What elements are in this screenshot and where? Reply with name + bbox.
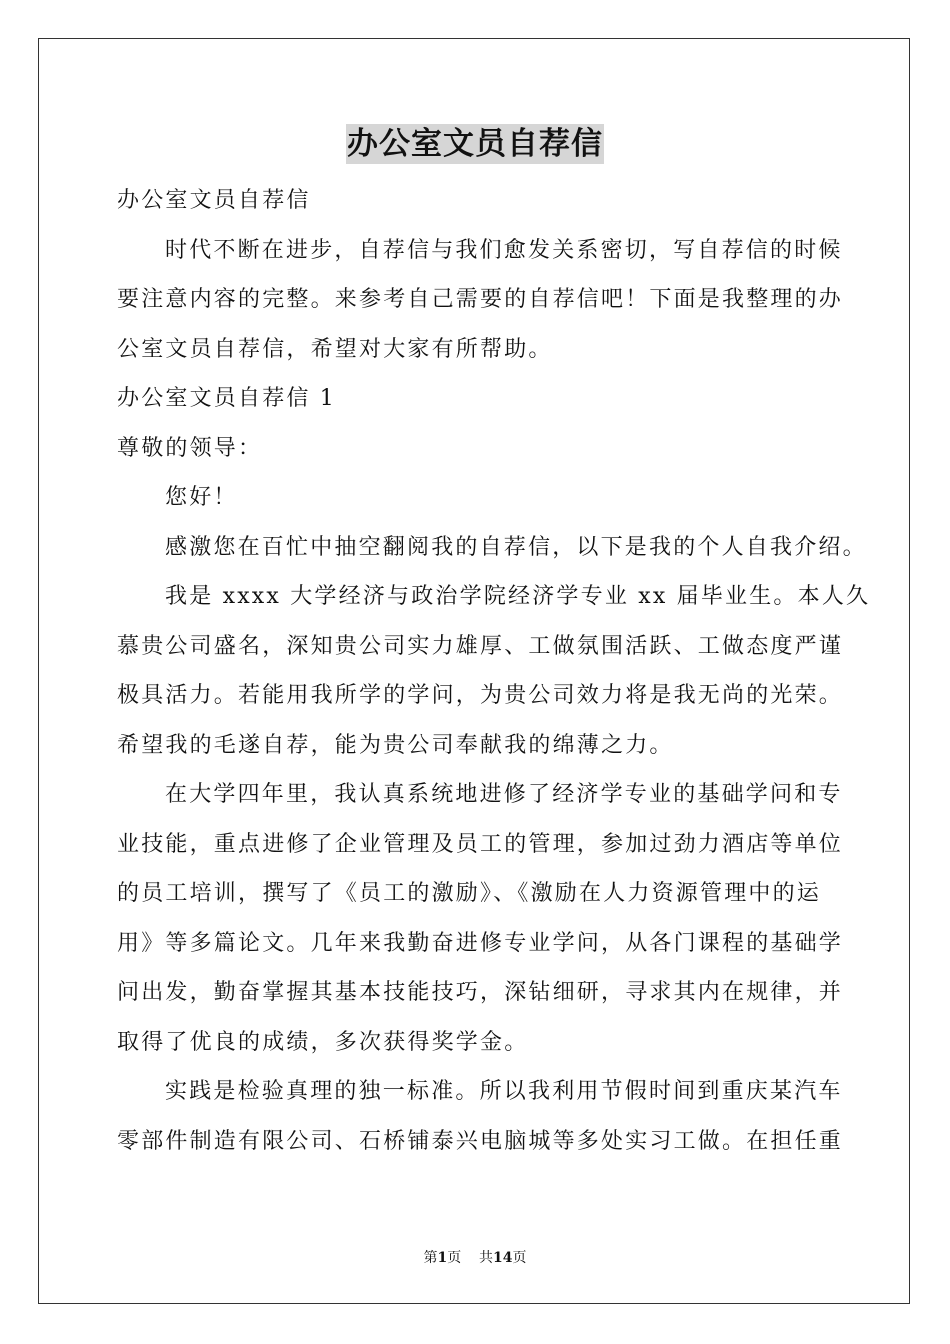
- text-line: 极具活力。若能用我所学的学问，为贵公司效力将是我无尚的光荣。: [117, 683, 844, 708]
- text-line: 感激您在百忙中抽空翻阅我的自荐信，以下是我的个人自我介绍。: [165, 534, 867, 560]
- text-line: 用》等多篇论文。几年来我勤奋进修专业学问，从各门课程的基础学: [117, 930, 844, 956]
- text-line: 公室文员自荐信，希望对大家有所帮助。: [117, 336, 553, 362]
- text-line: 的员工培训，撰写了《员工的激励》、《激励在人力资源管理中的运: [117, 881, 822, 906]
- text-line: 实践是检验真理的独一标准。所以我利用节假时间到重庆某汽车: [165, 1079, 843, 1104]
- text-line: 时代不断在进步，自荐信与我们愈发关系密切，写自荐信的时候: [165, 237, 843, 263]
- text-line: 在大学四年里，我认真系统地进修了经济学专业的基础学问和专: [165, 782, 843, 807]
- footer-total-prefix: 共: [479, 1250, 494, 1266]
- text-line: 问出发，勤奋掌握其基本技能技巧，深钻细研，寻求其内在规律，并: [117, 980, 844, 1005]
- text-line: 办公室文员自荐信 1: [117, 386, 336, 411]
- text-line: 零部件制造有限公司、石桥铺泰兴电脑城等多处实习工做。在担任重: [117, 1128, 844, 1154]
- text-line: 希望我的毛遂自荐，能为贵公司奉献我的绵薄之力。: [117, 732, 674, 758]
- footer-page-number: 1: [437, 1250, 448, 1266]
- footer-page-prefix: 第: [423, 1250, 438, 1266]
- text-line: 取得了优良的成绩，多次获得奖学金。: [117, 1029, 529, 1055]
- page-footer: [0, 1248, 950, 1268]
- footer-total-suffix: 页: [512, 1250, 527, 1266]
- footer-page-suffix: 页: [447, 1250, 462, 1266]
- text-line: 业技能，重点进修了企业管理及员工的管理，参加过劲力酒店等单位: [117, 831, 844, 857]
- text-line: 尊敬的领导：: [117, 435, 263, 461]
- text-line: 要注意内容的完整。来参考自己需要的自荐信吧！下面是我整理的办: [117, 287, 844, 312]
- document-title: 办公室文员自荐信: [347, 126, 603, 162]
- text-line: 您好！: [165, 485, 238, 510]
- text-line: 我是 xxxx 大学经济与政治学院经济学专业 xx 届毕业生。本人久: [165, 584, 871, 609]
- footer-total-pages: 14: [493, 1250, 513, 1266]
- title-area: [0, 124, 950, 164]
- text-line: 慕贵公司盛名，深知贵公司实力雄厚、工做氛围活跃、工做态度严谨: [117, 633, 844, 659]
- document-body: [117, 176, 871, 1166]
- text-line: 办公室文员自荐信: [117, 188, 311, 213]
